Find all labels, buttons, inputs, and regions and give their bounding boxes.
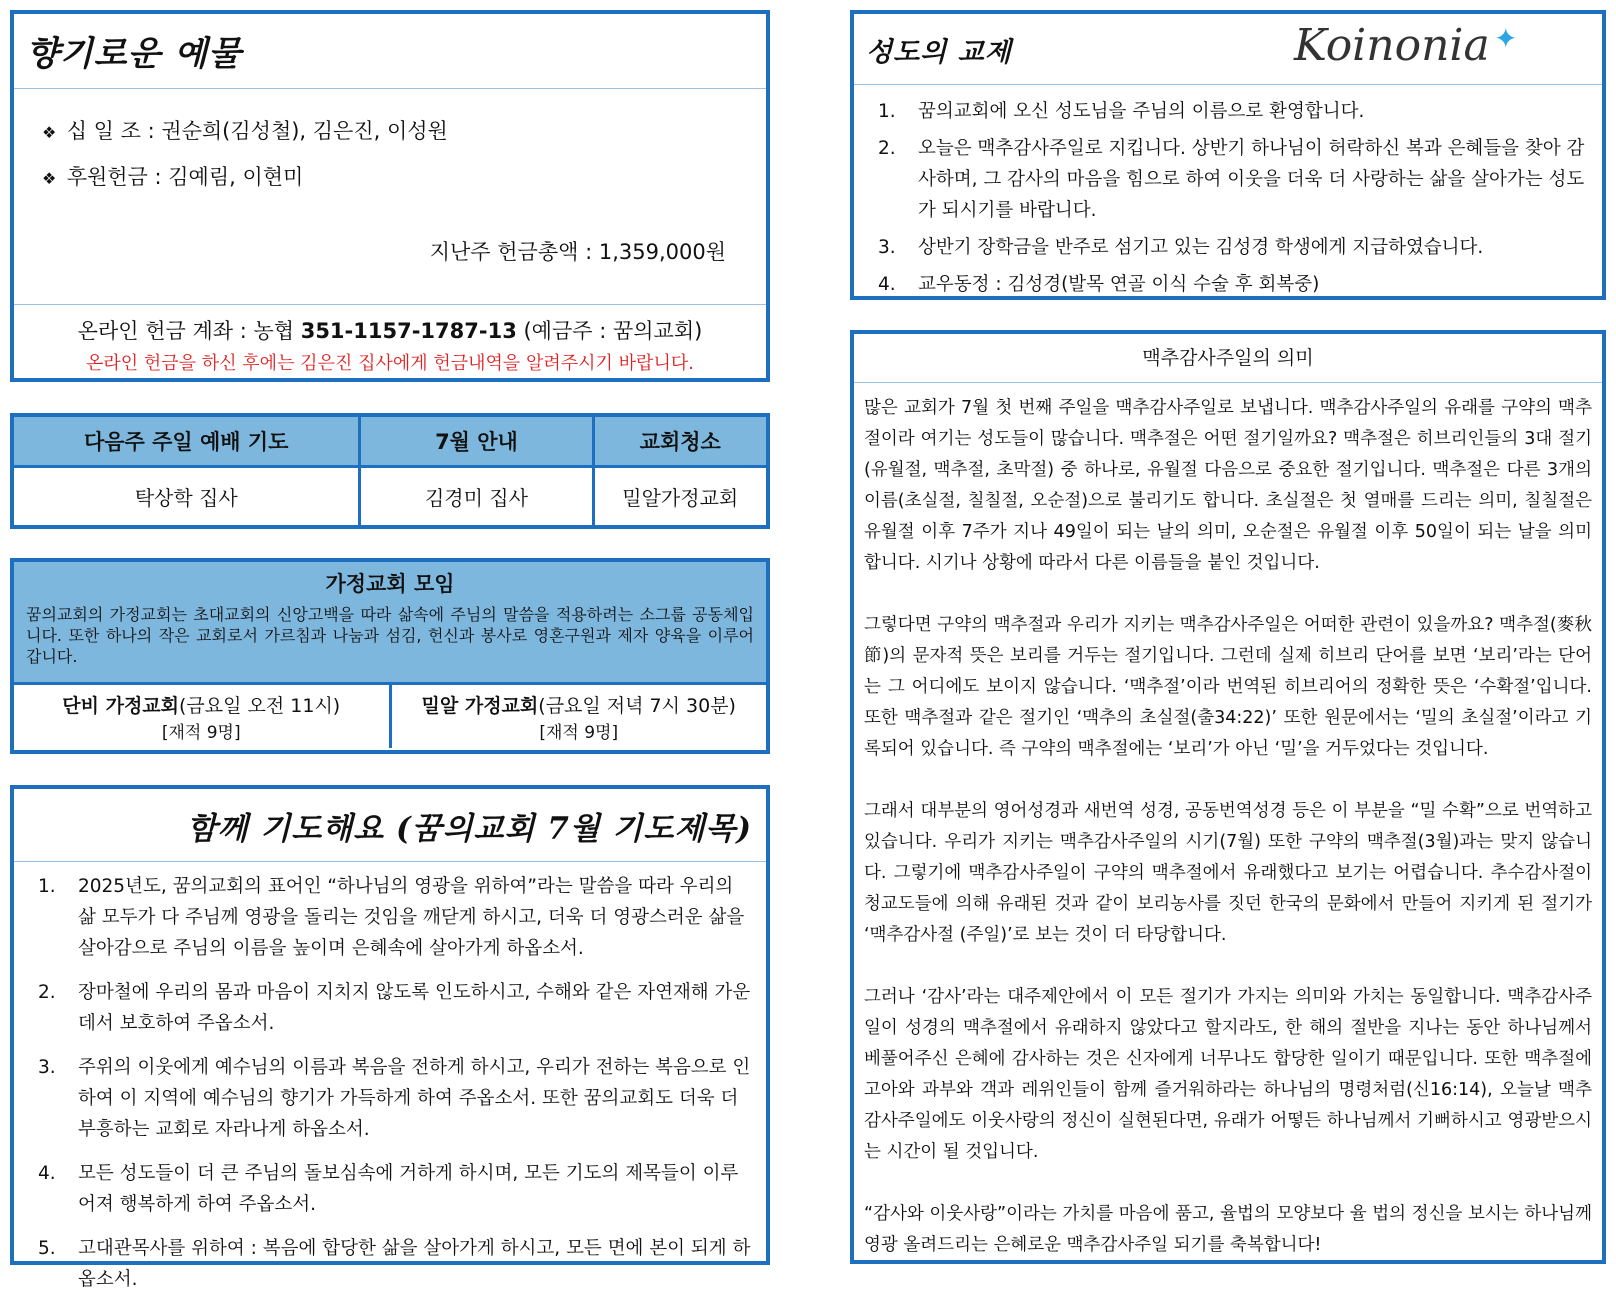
- koinonia-logo: Koinonia: [1294, 20, 1490, 71]
- house-church-description: 꿈의교회의 가정교회는 초대교회의 신앙고백을 따라 삶속에 주님의 말씀을 적용하려는 소그룹 공동체입니다. 또한 하나의 작은 교회로서 가르침과 나눔과 섬김, 헌신과 봉사로 영혼구원과 제자 양육을 이루어 갑니다.: [26, 605, 754, 666]
- fellowship-title: 성도의 교제: [866, 37, 1012, 68]
- offering-account-area: [14, 304, 766, 375]
- offering-item: ❖ 후원헌금 : 김예림, 이현미: [42, 155, 448, 201]
- fellowship-section: [850, 10, 1606, 300]
- meaning-paragraph: 그러나 ‘감사’라는 대주제안에서 이 모든 절기가 가지는 의미와 가치는 동일합니다. 맥추감사주일이 성경의 맥추절에서 유래하지 않았다고 할지라도, 한 해의 절반을 지나는 동안 하나님께서 베풀어주신 은혜에 감사하는 것은 신자에게 너무나도 합당한 일이기 때문입니다. 또한 맥추절에 고아와 과부와 객과 레위인들이 함께 즐거워하라는 하나님의 명령처럼(신16:14), 오늘날 맥추감사주일에도 이웃사랑의 정신이 실현된다면, 유래가 어떻든 하나님께서 기뻐하시고 영광받으시는 시간이 될 것입니다.: [864, 987, 1592, 1162]
- house-church-title: 가정교회 모임: [325, 572, 455, 596]
- list-item: 3. 주위의 이웃에게 예수님의 이름과 복음을 전하게 하시고, 우리가 전하는 복음으로 인하여 이 지역에 예수님의 향기가 가득하게 하여 주옵소서. 또한 꿈의교회도 더욱 더 부흥하는 교회로 자라나게 하옵소서.: [38, 1057, 751, 1140]
- diamond-bullet-icon: ❖: [42, 123, 57, 142]
- diamond-bullet-icon: ❖: [42, 169, 57, 188]
- sparkle-icon: ✦: [1494, 22, 1518, 55]
- list-item: 5. 고대관목사를 위하여 : 복음에 합당한 삶을 살아가게 하시고, 모든 면에 본이 되게 하옵소서.: [38, 1238, 751, 1290]
- house-church-header: [14, 562, 766, 685]
- offering-title: 향기로운 예물: [26, 34, 242, 74]
- duty-table: [10, 413, 770, 529]
- offering-list: [42, 109, 448, 201]
- account-notice: 온라인 헌금을 하신 후에는 김은진 집사에게 헌금내역을 알려주시기 바랍니다.: [86, 353, 694, 374]
- list-item: 2. 장마철에 우리의 몸과 마음이 지치지 않도록 인도하시고, 수해와 같은 자연재해 가운데서 보호하여 주옵소서.: [38, 982, 751, 1034]
- account-info: 온라인 헌금 계좌 : 농협 351-1157-1787-13 (예금주 : 꿈의교회): [77, 319, 703, 343]
- list-item: 1. 꿈의교회에 오신 성도님을 주님의 이름으로 환영합니다.: [878, 101, 1365, 122]
- meaning-title: 맥추감사주일의 의미: [854, 334, 1602, 383]
- prayer-section: [10, 785, 770, 1290]
- duty-header: 7월 안내: [360, 417, 593, 467]
- offering-item: ❖ 십 일 조 : 권순희(김성철), 김은진, 이성원: [42, 109, 448, 155]
- duty-header: 다음주 주일 예배 기도: [14, 417, 360, 467]
- house-church-groups: [14, 685, 766, 748]
- list-item: 4. 모든 성도들이 더 큰 주님의 돌보심속에 거하게 하시며, 모든 기도의 제목들이 이루어져 행복하게 하여 주옵소서.: [38, 1163, 739, 1215]
- duty-cell: 탁상학 집사: [14, 467, 360, 526]
- meaning-paragraph: 그래서 대부분의 영어성경과 새번역 성경, 공동번역성경 등은 이 부분을 “밀 수확”으로 번역하고 있습니다. 우리가 지키는 맥추감사주일의 시기(7월) 또한 구약의 맥추절(3월)과는 맞지 않습니다. 그렇기에 맥추감사주일이 구약의 맥추절에서 유래했다고 보기는 어렵습니다. 추수감사절이 청교도들에 의해 유래된 것과 같이 보리농사를 짓던 한국의 문화에서 만들어 지키게 된 절기가 ‘맥추감사절 (주일)’로 보는 것이 더 타당합니다.: [864, 801, 1592, 945]
- meaning-paragraph: 많은 교회가 7월 첫 번째 주일을 맥추감사주일로 보냅니다. 맥추감사주일의 유래를 구약의 맥추절이라 여기는 성도들이 많습니다. 맥추절은 어떤 절기일까요? 맥추절은 히브리인들의 3대 절기(유월절, 맥추절, 초막절) 중 하나로, 유월절 다음으로 중요한 절기입니다. 맥추절은 다른 3개의 이름(초실절, 칠칠절, 오순절)으로 불리기도 합니다. 초실절은 첫 열매를 드리는 의미, 칠칠절은 유월절 이후 7주가 지나 49일이 되는 날의 의미, 오순절은 유월절 이후 50일이 되는 날을 의미합니다. 시기나 상황에 따라서 다른 이름들을 붙인 것입니다.: [864, 398, 1592, 573]
- list-item: 1. 2025년도, 꿈의교회의 표어인 “하나님의 영광을 위하여”라는 말씀을 따라 우리의 삶 모두가 다 주님께 영광을 돌리는 것임을 깨닫게 하시고, 더욱 더 영광스러운 삶을 살아감으로 주님의 이름을 높이며 은혜속에 살아가게 하옵소서.: [38, 876, 745, 959]
- meaning-body: [854, 383, 1602, 1261]
- meaning-paragraph: 그렇다면 구약의 맥추절과 우리가 지키는 맥추감사주일은 어떠한 관련이 있을까요? 맥추절(麥秋節)의 문자적 뜻은 보리를 거두는 절기입니다. 그런데 실제 히브리 단어를 보면 ‘보리’라는 단어는 그 어디에도 보이지 않습니다. ‘맥추절’이라 번역된 히브리어의 정확한 뜻은 ‘수확절’입니다. 또한 맥추절과 같은 절기인 ‘맥추의 초실절(출34:22)’ 또한 원문에서는 ‘밀의 초실절’이라고 기록되어 있습니다. 즉 구약의 맥추절에는 ‘보리’가 아닌 ‘밀’을 거두었다는 것입니다.: [864, 615, 1592, 759]
- offering-section: [10, 10, 770, 382]
- duty-cell: 김경미 집사: [360, 467, 593, 526]
- prayer-header: [14, 789, 766, 862]
- fellowship-list: [878, 96, 1588, 306]
- list-item: 4. 교우동정 : 김성경(발목 연골 이식 수술 후 회복중): [878, 274, 1320, 295]
- duty-header: 교회청소: [593, 417, 766, 467]
- meaning-section: [850, 330, 1606, 1264]
- offering-total: 지난주 헌금총액 : 1,359,000원: [429, 240, 726, 264]
- offering-header: [14, 14, 766, 89]
- house-church-group: 밀알 가정교회(금요일 저녁 7시 30분) [재적 9명]: [421, 695, 736, 743]
- house-church-section: [10, 558, 770, 754]
- duty-cell: 밀알가정교회: [622, 486, 739, 510]
- fellowship-header: [854, 14, 1602, 85]
- list-item: 2. 오늘은 맥추감사주일로 지킵니다. 상반기 하나님이 허락하신 복과 은혜들을 찾아 감사하며, 그 감사의 마음을 힘으로 하여 이웃을 더욱 더 사랑하는 삶을 살아가는 성도가 되시기를 바랍니다.: [878, 138, 1585, 221]
- house-church-group: 단비 가정교회(금요일 오전 11시) [재적 9명]: [14, 685, 392, 748]
- prayer-list: [38, 871, 754, 1308]
- list-item: 3. 상반기 장학금을 반주로 섬기고 있는 김성경 학생에게 지급하였습니다.: [878, 237, 1484, 258]
- meaning-paragraph: “감사와 이웃사랑”이라는 가치를 마음에 품고, 율법의 모양보다 율 법의 정신을 보시는 하나님께 영광 올려드리는 은혜로운 맥추감사주일 되기를 축복합니다!: [864, 1204, 1592, 1255]
- prayer-title: 함께 기도해요 (꿈의교회 7월 기도제목): [186, 811, 752, 847]
- account-number: 351-1157-1787-13: [300, 319, 517, 343]
